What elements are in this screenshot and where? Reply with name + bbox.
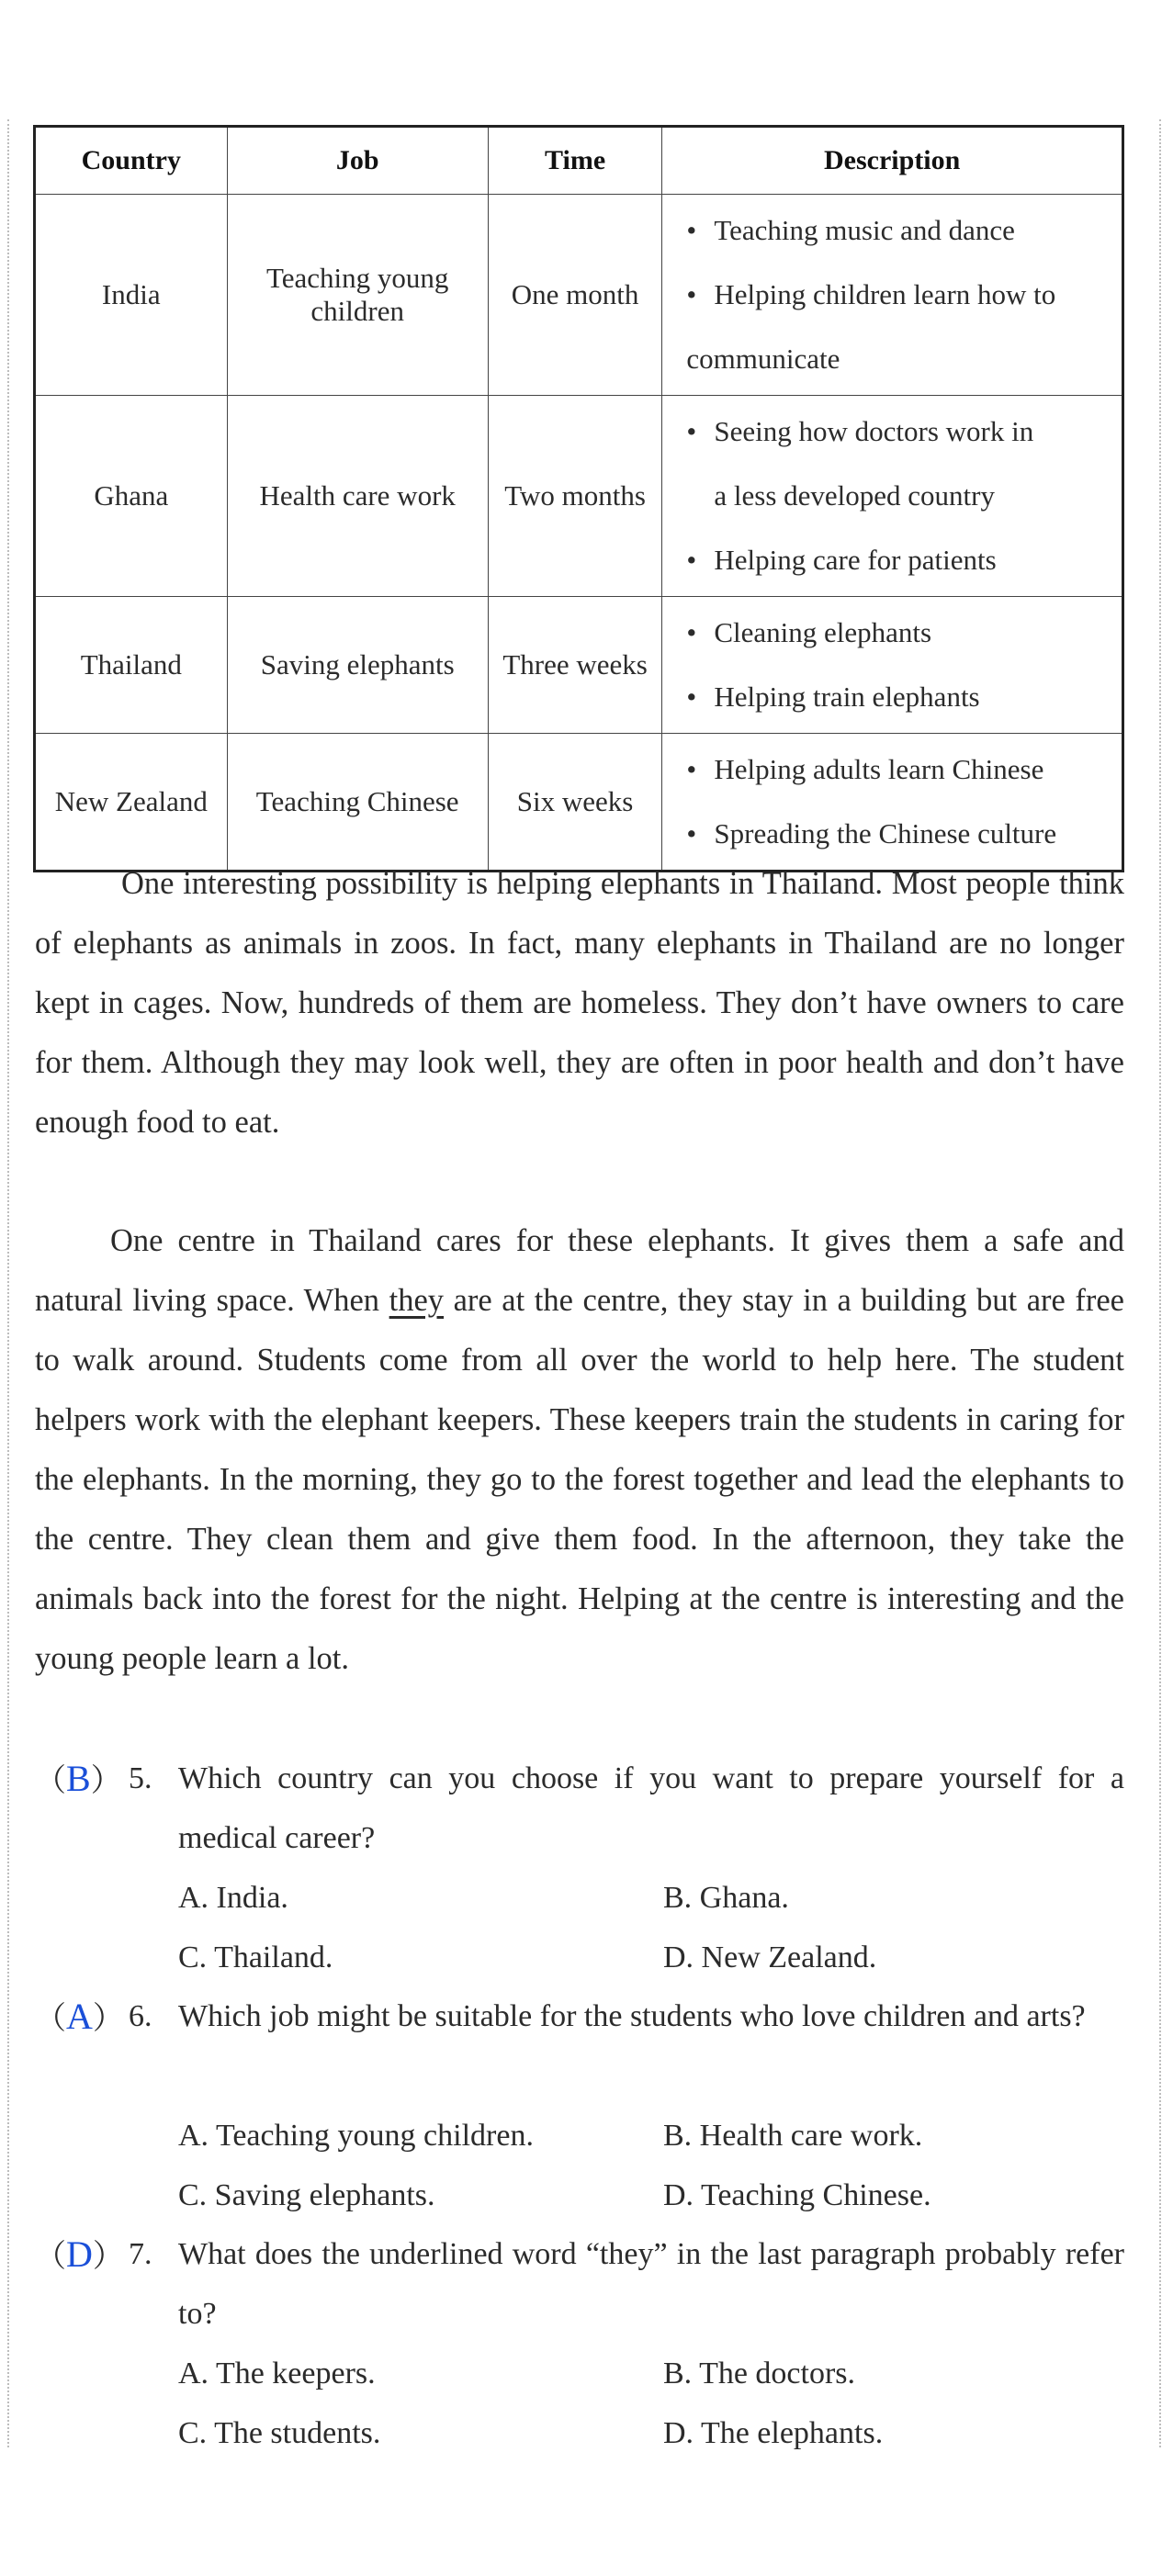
passage-paragraph-1: One interesting possibility is helping elephants in Thailand. Most people think of elephants as animals in zoos. In fact, many elephants in Thailand are no longer kept in cages. Now, hundreds of them are homeless. They don’t have owners to care for them. Although they may look well, they are often in poor health and don’t have enough food to eat. <box>35 866 1124 1140</box>
cell-job: Saving elephants <box>227 597 488 734</box>
header-country: Country <box>35 127 228 195</box>
answer-bracket: （D） <box>35 2233 124 2275</box>
table-row <box>35 396 1123 597</box>
question-number: 7. <box>129 2237 152 2271</box>
answer-bracket: （B） <box>35 1758 122 1799</box>
cell-country: Thailand <box>35 597 228 734</box>
answer-letter: B <box>66 1758 91 1799</box>
option-d: D. The elephants. <box>663 2416 884 2450</box>
cell-time: Six weeks <box>488 734 662 872</box>
option-a: A. The keepers. <box>178 2357 376 2390</box>
description-bullet: • Helping adults learn Chinese <box>686 737 1112 802</box>
question-stem: What does the underlined word “they” in the last paragraph probably refer to? <box>178 2237 1124 2331</box>
question-number: 6. <box>129 1999 152 2033</box>
cell-country: New Zealand <box>35 734 228 872</box>
cell-country: Ghana <box>35 396 228 597</box>
cell-job: Teaching Chinese <box>227 734 488 872</box>
answer-letter: D <box>66 2233 93 2275</box>
cell-time: Three weeks <box>488 597 662 734</box>
option-d: D. Teaching Chinese. <box>663 2178 931 2212</box>
answer-bracket: （A） <box>35 1996 124 2037</box>
passage-paragraph-2: One centre in Thailand cares for these elephants. It gives them a safe and natural living space. When they are at the centre, they stay in a building but are free to walk around. Students come from all over the world to help here. The student helpers work with the elephant keepers. These keepers train the students in caring for the elephants. In the morning, they go to the forest together and lead the elephants to the centre. They clean them and give them food. In the afternoon, they take the animals back into the forest for the night. Helping at the centre is interesting and the young people learn a lot. <box>35 1223 1124 1676</box>
option-b: B. Health care work. <box>663 2119 923 2153</box>
volunteer-table <box>33 125 1124 872</box>
job-line: children <box>310 295 404 327</box>
cell-job: Health care work <box>227 396 488 597</box>
cell-time: Two months <box>488 396 662 597</box>
option-c: C. The students. <box>178 2416 381 2450</box>
description-bullet: • Teaching music and dance <box>686 198 1112 263</box>
cell-country: India <box>35 195 228 396</box>
table-row <box>35 195 1123 396</box>
option-a: A. Teaching young children. <box>178 2119 534 2153</box>
table-row <box>35 597 1123 734</box>
description-bullet: • Cleaning elephants <box>686 601 1112 665</box>
cell-description <box>662 597 1123 734</box>
cell-description <box>662 396 1123 597</box>
option-a: A. India. <box>178 1881 288 1915</box>
underlined-word: they <box>389 1283 445 1318</box>
table-header-row <box>35 127 1123 195</box>
cell-description <box>662 195 1123 396</box>
cell-time: One month <box>488 195 662 396</box>
answer-letter: A <box>66 1996 93 2037</box>
description-bullet: • Seeing how doctors work in a less developed country <box>686 399 1112 528</box>
job-line: Teaching young <box>265 262 449 294</box>
option-b: B. Ghana. <box>663 1881 789 1915</box>
left-margin-dotted-line <box>7 119 9 2447</box>
description-bullet: • Helping children learn how to communicate <box>686 263 1112 391</box>
cell-description <box>662 734 1123 872</box>
description-bullet: • Spreading the Chinese culture <box>686 802 1112 866</box>
table-row <box>35 734 1123 872</box>
option-d: D. New Zealand. <box>663 1940 877 1974</box>
option-b: B. The doctors. <box>663 2357 856 2390</box>
cell-job <box>227 195 488 396</box>
option-c: C. Thailand. <box>178 1940 333 1974</box>
description-bullet: • Helping care for patients <box>686 528 1112 592</box>
option-c: C. Saving elephants. <box>178 2178 435 2212</box>
right-margin-dotted-line <box>1159 119 1161 2447</box>
header-job: Job <box>227 127 488 195</box>
description-bullet: • Helping train elephants <box>686 665 1112 729</box>
header-time: Time <box>488 127 662 195</box>
question-stem: Which country can you choose if you want to prepare yourself for a medical career? <box>178 1761 1124 1855</box>
question-number: 5. <box>129 1761 152 1795</box>
question-stem: Which job might be suitable for the students who love children and arts? <box>178 1999 1086 2033</box>
header-description: Description <box>662 127 1123 195</box>
